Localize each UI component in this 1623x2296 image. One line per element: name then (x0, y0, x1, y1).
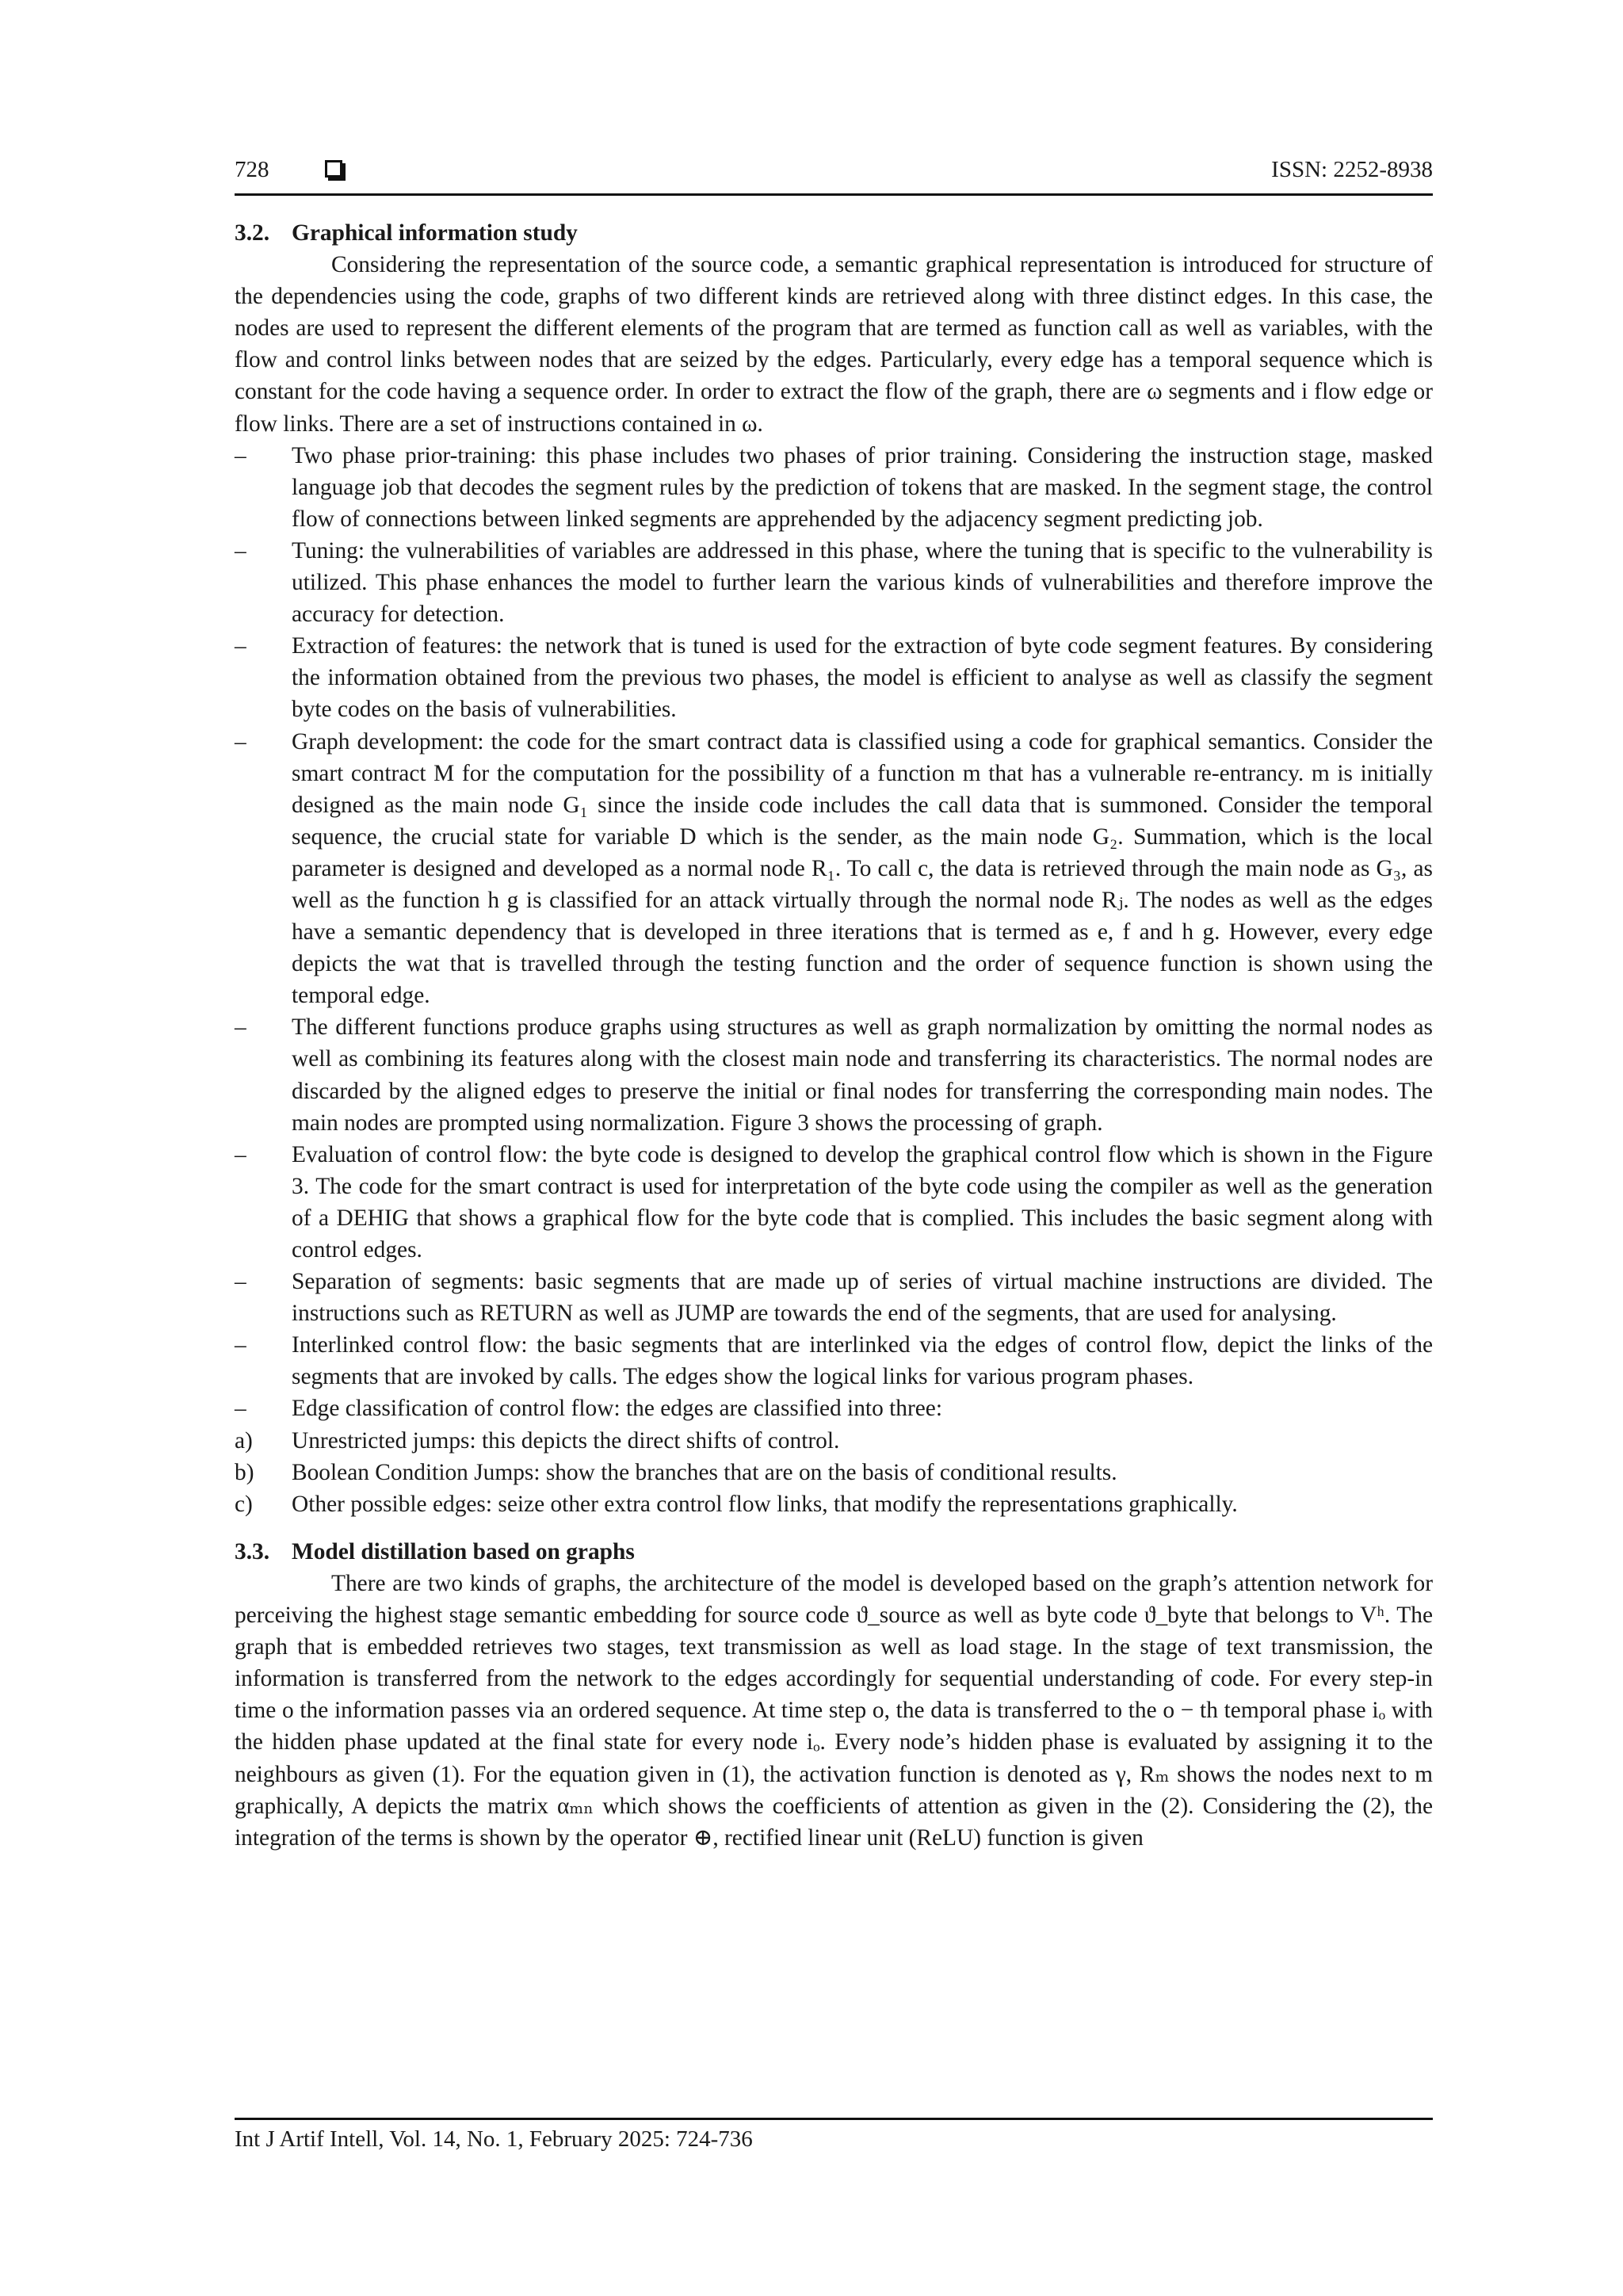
list-item (235, 1329, 1433, 1392)
list-item (235, 1011, 1433, 1138)
letter-marker: a) (235, 1427, 253, 1454)
list-item-text: Evaluation of control flow: the byte code is designed to develop the graphical control flow which is shown in the Figure 3. The code for the smart contract is used for interpretation of the byte code using the compiler as well as the generation of a DEHIG that shows a graphical flow for the byte code that is complied. This includes the basic segment along with control edges. (292, 1141, 1433, 1263)
bullet-dash: – (235, 442, 246, 468)
list-item (235, 630, 1433, 725)
list-item-text: The different functions produce graphs using structures as well as graph normalization by omitting the normal nodes as well as combining its features along with the closest main node and transferring its characteristics. The normal nodes are discarded by the aligned edges to preserve the initial or final nodes for transferring the corresponding main nodes. The main nodes are prompted using normalization. Figure 3 shows the processing of graph. (292, 1014, 1433, 1136)
list-item-text: Interlinked control flow: the basic segments that are interlinked via the edges of control flow, depict the links of the segments that are invoked by calls. The edges show the logical links for various program phases. (292, 1332, 1433, 1390)
bullet-dash: – (235, 633, 246, 659)
header-rule (235, 193, 1433, 196)
lettered-item-text: Unrestricted jumps: this depicts the direct shifts of control. (292, 1427, 840, 1454)
list-item-text: Edge classification of control flow: the edges are classified into three: (292, 1396, 943, 1422)
bullet-dash: – (235, 1014, 246, 1041)
section-title: Model distillation based on graphs (292, 1538, 635, 1564)
lettered-item-text: Boolean Condition Jumps: show the branches that are on the basis of conditional results. (292, 1459, 1117, 1485)
lettered-item (235, 1457, 1433, 1488)
bullet-dash: – (235, 728, 246, 755)
list-item-text: Tuning: the vulnerabilities of variables are addressed in this phase, where the tuning that is specific to the vulnerability is utilized. This phase enhances the model to further learn the various kinds of vulnerabilities and therefore improve the accuracy for detection. (292, 537, 1433, 628)
list-item-text: Graph development: the code for the smart contract data is classified using a code for graphical semantics. Consider the smart contract M for the computation for the possibility of a function m that has a vulnerable re-entrancy. m is initially designed as the main node G₁ since the inside code includes the call data that is summoned. Consider the temporal sequence, the crucial state for variable D which is the sender, as the main node G₂. Summation, which is the local parameter is designed and developed as a normal node R₁. To call c, the data is retrieved through the main node as G₃, as well as the function h g is classified for an attack virtually through the normal node Rⱼ. The nodes as well as the edges have a semantic dependency that is developed in three iterations that is termed as e, f and h g. However, every edge depicts the wat that is travelled through the testing function and the order of sequence function is shown using the temporal edge. (292, 728, 1433, 1009)
bullet-dash: – (235, 1332, 246, 1358)
issn-label: ISSN: 2252-8938 (1271, 157, 1433, 182)
page-header (235, 157, 1433, 192)
section-heading-3-3 (235, 1536, 1433, 1568)
list-item-text: Separation of segments: basic segments that are made up of series of virtual machine instructions are divided. The instructions such as RETURN as well as JUMP are towards the end of the segments, that are used for analysing. (292, 1269, 1433, 1327)
bullet-dash: – (235, 537, 246, 563)
list-item (235, 726, 1433, 1012)
letter-marker: b) (235, 1459, 254, 1485)
footer-rule (235, 2118, 1433, 2120)
bullet-dash: – (235, 1269, 246, 1295)
list-item (235, 1139, 1433, 1266)
section-title: Graphical information study (292, 220, 578, 246)
lettered-item (235, 1488, 1433, 1520)
section-number: 3.3. (235, 1538, 270, 1564)
checkbox-square-icon (325, 160, 342, 178)
list-item (235, 535, 1433, 630)
section-number: 3.2. (235, 220, 270, 246)
section-spacer (235, 1520, 1433, 1536)
lettered-item (235, 1425, 1433, 1457)
page-number: 728 (235, 157, 269, 182)
page-body (235, 217, 1433, 1854)
list-item (235, 440, 1433, 535)
section-heading-3-2 (235, 217, 1433, 249)
paragraph-3-2: Considering the representation of the source code, a semantic graphical representation is introduced for structure of the dependencies using the code, graphs of two different kinds are retrieved along with three distinct edges. In this case, the nodes are used to represent the different elements of the program that are termed as function call as well as variables, with the flow and control links between nodes that are seized by the edges. Particularly, every edge has a temporal sequence which is constant for the code having a sequence order. In order to extract the flow of the graph, there are ω segments and i flow edge or flow links. There are a set of instructions contained in ω. (235, 252, 1433, 437)
list-item-text: Two phase prior-training: this phase includes two phases of prior training. Considering the instruction stage, masked language job that decodes the segment rules by the prediction of tokens that are masked. In the segment stage, the control flow of connections between linked segments are apprehended by the adjacency segment predicting job. (292, 442, 1433, 532)
list-item (235, 1266, 1433, 1329)
bullet-dash: – (235, 1396, 246, 1422)
footer-citation: Int J Artif Intell, Vol. 14, No. 1, February 2025: 724-736 (235, 2126, 753, 2152)
paragraph-3-3: There are two kinds of graphs, the architecture of the model is developed based on the graph’s attention network for perceiving the highest stage semantic embedding for source code ϑ_source as well as byte code ϑ_byte that belongs to Vʰ. The graph that is embedded retrieves two stages, text transmission as well as load stage. In the stage of text transmission, the information is transferred from the network to the edges accordingly for sequential understanding of code. For every step-in time o the information passes via an ordered sequence. At time step o, the data is transferred to the o − th temporal phase iₒ with the hidden phase updated at the final state for every node iₒ. Every node’s hidden phase is evaluated by assigning it to the neighbours as given (1). For the equation given in (1), the activation function is denoted as γ, Rₘ shows the nodes next to m graphically, A depicts the matrix αₘₙ which shows the coefficients of attention as given in the (2). Considering the (2), the integration of the terms is shown by the operator ⊕, rectified linear unit (ReLU) function is given (235, 1570, 1433, 1851)
bullet-dash: – (235, 1141, 246, 1167)
list-item (235, 1392, 1433, 1424)
lettered-item-text: Other possible edges: seize other extra control flow links, that modify the representations graphically. (292, 1491, 1238, 1517)
list-item-text: Extraction of features: the network that is tuned is used for the extraction of byte code segment features. By considering the information obtained from the previous two phases, the model is efficient to analyse as well as classify the segment byte codes on the basis of vulnerabilities. (292, 633, 1433, 723)
letter-marker: c) (235, 1491, 253, 1517)
